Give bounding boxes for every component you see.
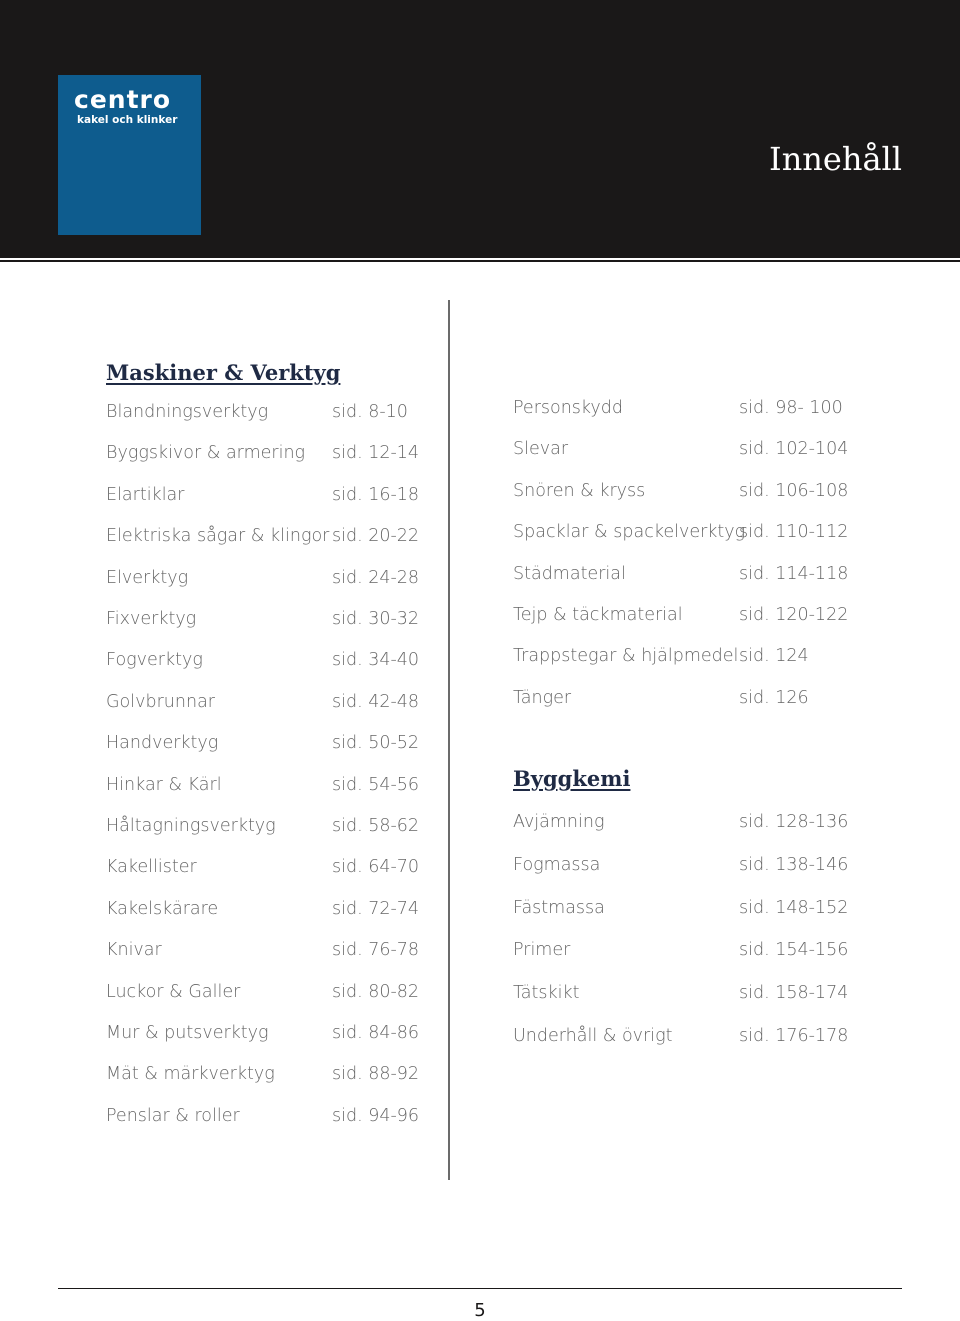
toc-entry xyxy=(513,481,848,501)
toc-entry xyxy=(513,1026,848,1046)
toc-entry-label: Städmaterial xyxy=(513,563,626,584)
toc-entry-label: Elverktyg xyxy=(106,567,189,588)
toc-entry-pages: sid. 84-86 xyxy=(332,1023,420,1043)
toc-entry-pages: sid. 98- 100 xyxy=(739,398,843,418)
toc-entry-label: Snören & kryss xyxy=(513,480,646,501)
toc-entry xyxy=(513,688,809,708)
toc-entry xyxy=(106,402,408,422)
toc-entry-label: Mät & märkverktyg xyxy=(106,1064,275,1085)
toc-entry xyxy=(106,816,419,836)
toc-entry-pages: sid. 42-48 xyxy=(332,691,420,712)
toc-entry xyxy=(513,398,843,418)
column-divider xyxy=(448,300,450,1180)
toc-entry xyxy=(106,940,419,960)
toc-entry-pages: sid. 16-18 xyxy=(332,484,420,505)
toc-entry-pages: sid. 76-78 xyxy=(332,940,420,961)
toc-entry-pages: sid. 154-156 xyxy=(739,940,849,961)
toc-entry-pages: sid. 34-40 xyxy=(332,650,420,671)
toc-entry-pages: sid. 50-52 xyxy=(332,733,420,754)
toc-entry-pages: sid. 120-122 xyxy=(739,605,849,625)
toc-entry-label: Tätskikt xyxy=(513,983,580,1004)
logo-name: centro xyxy=(74,85,172,114)
toc-entry xyxy=(513,605,848,625)
toc-entry xyxy=(106,650,419,670)
toc-entry xyxy=(513,522,848,542)
section-heading-byggkemi: Byggkemi xyxy=(513,766,631,791)
toc-entry xyxy=(513,564,848,584)
toc-entry-pages: sid. 24-28 xyxy=(332,567,420,588)
toc-entry xyxy=(106,568,419,588)
toc-entry-pages: sid. 110-112 xyxy=(739,522,849,543)
toc-entry-label: Trappstegar & hjälpmedel xyxy=(513,646,739,667)
toc-entry xyxy=(106,857,419,877)
toc-entry-label: Kakellister xyxy=(106,857,197,878)
toc-entry-pages: sid. 102-104 xyxy=(739,439,849,460)
toc-entry-label: Elektriska sågar & klingor xyxy=(106,526,330,547)
toc-entry-pages: sid. 114-118 xyxy=(739,563,849,584)
toc-entry-pages: sid. 12-14 xyxy=(332,443,420,464)
toc-entry-pages: sid. 124 xyxy=(739,646,809,667)
toc-entry xyxy=(513,646,809,666)
toc-entry-label: Fogverktyg xyxy=(106,650,203,671)
toc-entry-label: Avjämning xyxy=(513,812,605,832)
toc-entry-pages: sid. 30-32 xyxy=(332,609,420,629)
toc-entry-pages: sid. 64-70 xyxy=(332,857,420,878)
toc-entry xyxy=(106,733,419,753)
toc-entry-pages: sid. 58-62 xyxy=(332,816,420,836)
toc-entry-label: Byggskivor & armering xyxy=(106,443,306,464)
toc-entry-label: Fixverktyg xyxy=(106,609,197,629)
header-rule xyxy=(0,260,960,262)
toc-entry xyxy=(106,526,419,546)
toc-entry-pages: sid. 176-178 xyxy=(739,1026,849,1046)
toc-entry xyxy=(106,899,419,919)
toc-entry xyxy=(513,898,848,918)
toc-entry xyxy=(106,1064,419,1084)
toc-entry-pages: sid. 88-92 xyxy=(332,1064,420,1085)
toc-entry-label: Primer xyxy=(513,940,571,961)
page-number: 5 xyxy=(474,1300,486,1321)
toc-entry-label: Spacklar & spackelverktyg xyxy=(513,522,746,543)
toc-entry-pages: sid. 94-96 xyxy=(332,1105,420,1126)
toc-entry-pages: sid. 72-74 xyxy=(332,898,420,919)
toc-entry xyxy=(513,812,848,832)
toc-entry-label: Kakelskärare xyxy=(106,898,219,919)
page-title: Innehåll xyxy=(769,140,902,178)
toc-entry xyxy=(106,1023,419,1043)
toc-entry xyxy=(513,439,848,459)
toc-entry-label: Hinkar & Kärl xyxy=(106,774,222,795)
toc-entry-label: Underhåll & övrigt xyxy=(513,1026,673,1046)
toc-entry-pages: sid. 158-174 xyxy=(739,983,849,1004)
toc-entry-label: Tejp & täckmaterial xyxy=(513,605,683,625)
toc-entry-pages: sid. 8-10 xyxy=(332,402,408,422)
toc-entry-pages: sid. 80-82 xyxy=(332,981,420,1002)
toc-entry-label: Handverktyg xyxy=(106,733,219,754)
toc-entry-label: Håltagningsverktyg xyxy=(106,816,276,836)
toc-entry-label: Elartiklar xyxy=(106,484,185,505)
toc-entry-label: Fogmassa xyxy=(513,854,601,875)
toc-entry xyxy=(513,983,848,1003)
toc-entry-label: Blandningsverktyg xyxy=(106,402,269,422)
toc-entry-pages: sid. 106-108 xyxy=(739,480,849,501)
centro-logo xyxy=(58,75,201,235)
toc-entry xyxy=(513,940,848,960)
logo-tagline: kakel och klinker xyxy=(77,114,178,126)
toc-entry xyxy=(513,855,848,875)
toc-entry xyxy=(106,982,419,1002)
toc-entry-label: Personskydd xyxy=(513,398,624,418)
toc-entry-label: Fästmassa xyxy=(513,897,605,918)
toc-entry-label: Penslar & roller xyxy=(106,1105,240,1126)
toc-entry xyxy=(106,609,419,629)
footer-rule xyxy=(58,1288,902,1289)
toc-entry-label: Tänger xyxy=(513,687,572,708)
toc-entry-label: Golvbrunnar xyxy=(106,691,215,712)
toc-entry xyxy=(106,485,419,505)
toc-entry-pages: sid. 138-146 xyxy=(739,854,849,875)
toc-entry xyxy=(106,692,419,712)
toc-entry-label: Luckor & Galler xyxy=(106,981,241,1002)
toc-entry xyxy=(106,1106,419,1126)
toc-entry-label: Slevar xyxy=(513,439,569,460)
section-heading-maskiner: Maskiner & Verktyg xyxy=(106,360,341,385)
toc-entry-pages: sid. 20-22 xyxy=(332,526,420,547)
toc-entry xyxy=(106,775,419,795)
toc-entry xyxy=(106,443,419,463)
toc-entry-pages: sid. 128-136 xyxy=(739,812,849,832)
toc-entry-pages: sid. 126 xyxy=(739,687,809,708)
toc-entry-label: Mur & putsverktyg xyxy=(106,1023,269,1043)
toc-entry-label: Knivar xyxy=(106,940,162,961)
toc-entry-pages: sid. 148-152 xyxy=(739,897,849,918)
toc-entry-pages: sid. 54-56 xyxy=(332,774,420,795)
